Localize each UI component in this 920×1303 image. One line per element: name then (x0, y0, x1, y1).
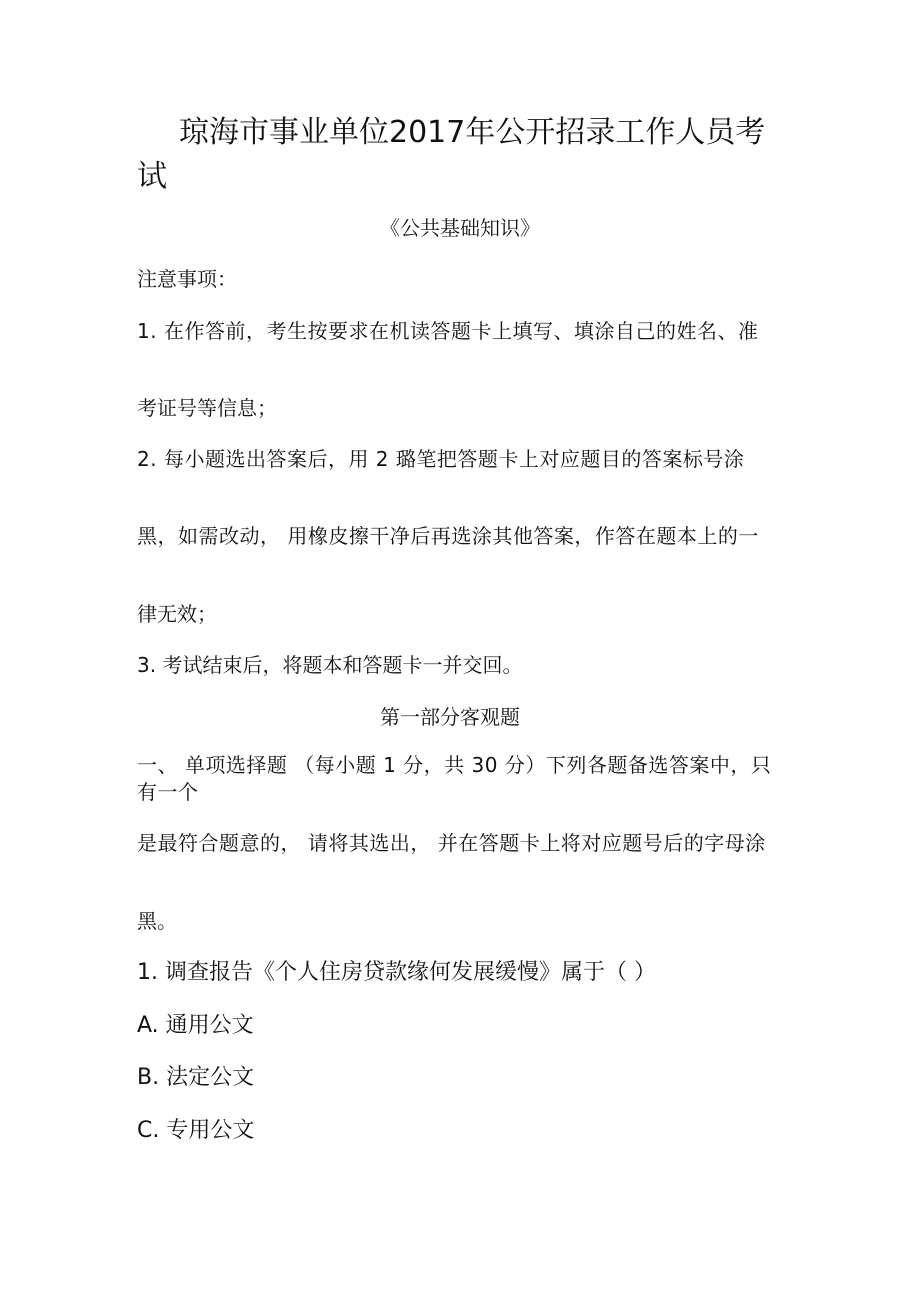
answer-option: C. 专用公文 (137, 1118, 255, 1143)
answer-option: B. 法定公文 (137, 1065, 255, 1090)
subtitle: 《公共基础知识》 (380, 216, 540, 240)
notice-line: 2. 每小题选出答案后，用 2 璐笔把答题卡上对应题目的答案标号涂 (137, 447, 745, 471)
instruction-line: 一、 单项选择题 （每小题 1 分，共 30 分）下列各题备选答案中，只有一个 (137, 753, 772, 804)
question-stem: 1. 调查报告《个人住房贷款缘何发展缓慢》属于（ ） (137, 960, 656, 985)
document-title: 琼海市事业单位2017年公开招录工作人员考试 (137, 115, 766, 194)
notice-line: 考证号等信息； (137, 396, 277, 420)
notice-line: 黑，如需改动， 用橡皮擦干净后再选涂其他答案，作答在题本上的一 (137, 524, 759, 548)
notice-line: 3. 考试结束后，将题本和答题卡一并交回。 (137, 653, 523, 677)
notice-line: 律无效； (137, 602, 217, 626)
part-heading: 第一部分客观题 (380, 705, 520, 729)
answer-option: A. 通用公文 (137, 1013, 254, 1038)
instruction-line: 黑。 (137, 909, 177, 933)
instruction-line: 是最符合题意的， 请将其选出， 并在答题卡上将对应题号后的字母涂 (137, 831, 766, 855)
notice-heading: 注意事项： (137, 267, 237, 291)
notice-line: 1. 在作答前，考生按要求在机读答题卡上填写、填涂自己的姓名、准 (137, 319, 759, 343)
